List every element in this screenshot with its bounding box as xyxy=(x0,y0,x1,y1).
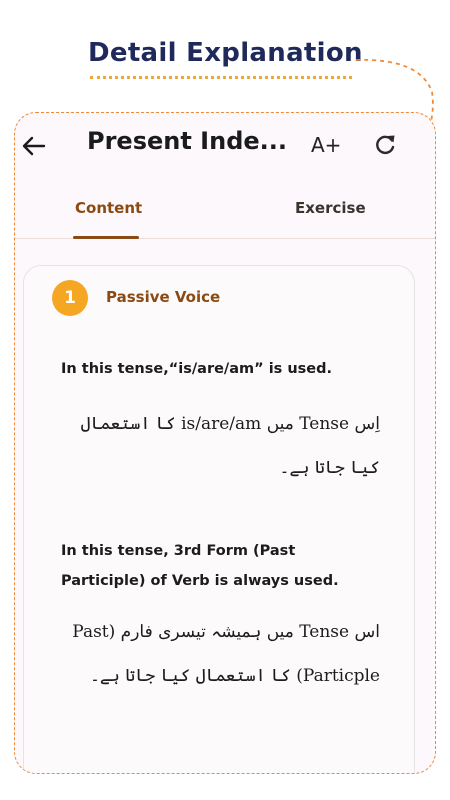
lesson-card xyxy=(23,265,415,774)
promo-underline xyxy=(90,76,352,79)
tab-exercise[interactable]: Exercise xyxy=(295,199,366,217)
app-bar xyxy=(15,113,435,179)
urdu-explanation: اِس Tense میں is/are/am کا استعمال کیا جاتا ہے۔ xyxy=(80,414,380,478)
refresh-button[interactable] xyxy=(371,131,399,159)
active-tab-indicator xyxy=(73,236,139,239)
page-title: Present Inde... xyxy=(87,127,288,155)
section-number-badge: 1 xyxy=(52,280,88,316)
font-size-button[interactable]: A+ xyxy=(311,133,342,157)
arrow-left-icon xyxy=(19,131,49,161)
english-explanation: In this tense, 3rd Form (Past Participle) of Verb is always used. xyxy=(61,543,339,589)
tab-content[interactable]: Content xyxy=(75,199,143,217)
english-explanation: In this tense,“is/are/am” is used. xyxy=(61,361,333,377)
back-button[interactable] xyxy=(19,131,49,161)
section-title: Passive Voice xyxy=(106,288,221,306)
refresh-icon xyxy=(371,131,399,159)
tab-bar xyxy=(15,179,435,239)
promo-title: Detail Explanation xyxy=(88,38,363,68)
app-screen-frame xyxy=(14,112,436,774)
urdu-explanation: اس Tense میں ہمیشہ تیسری فارم (Past Particple) کا استعمال کیا جاتا ہے۔ xyxy=(72,622,380,686)
